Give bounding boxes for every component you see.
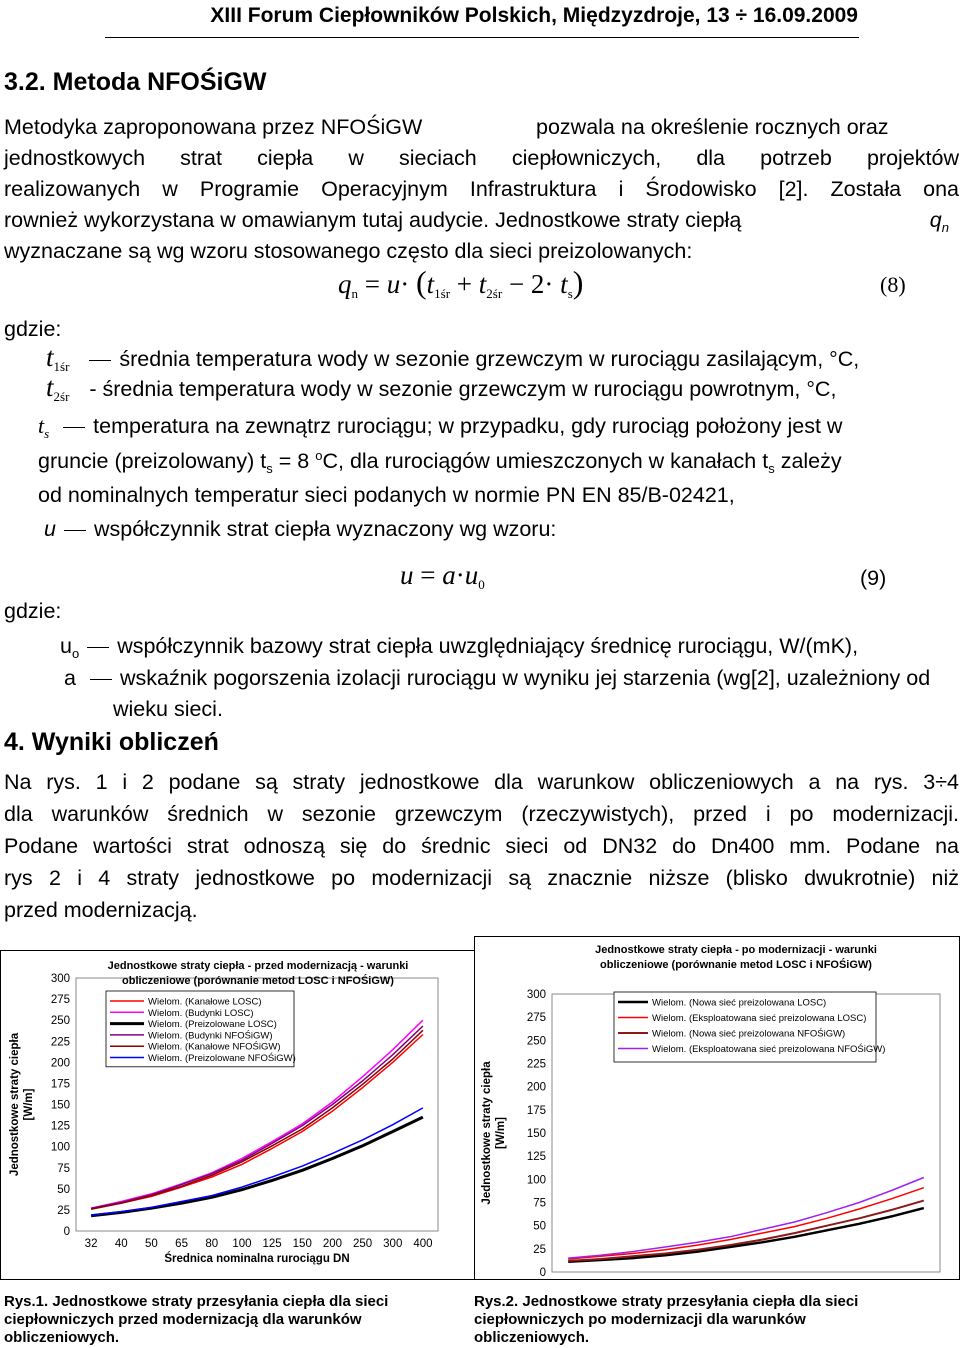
x-tick-label: 32 [84,1238,98,1250]
y-tick-label: 0 [539,1267,546,1279]
legend-label: Wielom. (Kanałowe NFOŚiGW) [148,1041,281,1053]
def-a [64,666,960,691]
para1-line1a: Metodyka zaproponowana przez NFOŚiGW [4,115,423,139]
x-tick-label [817,1279,836,1280]
legend-label: Wielom. (Budynki LOSC) [148,1007,254,1019]
header-rule [105,37,859,38]
figure-1-caption: Rys.1. Jednostkowe straty przesyłania ciepła dla sieci ciepłowniczych przed modernizacją dla warunków obliczeniowych. [4,1293,389,1346]
def-ts-3: od nominalnych temperatur sieci podanych w normie PN EN 85/B-02421, [38,483,735,507]
x-tick-label [720,1279,739,1280]
x-tick-label [626,1279,639,1280]
para2-line2: dla warunków średnich w sezonie grzewczym (rzeczywistych), przed i po modernizacji. [4,802,959,826]
dash [89,360,111,361]
y-axis-label: [W/m] [23,1088,35,1121]
x-tick-label: 150 [292,1238,312,1250]
y-tick-label: 125 [526,1151,546,1164]
chart-before-modernization [0,950,480,1280]
y-tick-label: 225 [526,1058,546,1071]
def-u [44,517,960,542]
ts-symbol: $t_s$ [38,413,50,441]
para1-line1 [4,115,959,140]
para2-line1: Na rys. 1 i 2 podane są straty jednostkowe dla warunkow obliczeniowych a na rys. 3÷4 [4,770,959,794]
x-tick-label [691,1279,704,1280]
formula-8: $q_n = u\cdot (t_{1śr} + t_{2śr} - 2\cdot t_s)$ [338,264,584,301]
legend-label: Wielom. (Nowa sieć preizolowana NFOŚiGW) [652,1028,846,1040]
equation-number-8: (8) [880,272,906,297]
y-tick-label: 150 [526,1128,546,1140]
y-tick-label: 75 [533,1197,546,1210]
legend-label: Wielom. (Eksploatowana sieć preizolowana NFOŚiGW) [652,1044,886,1055]
equation-number-9: (9) [860,566,887,590]
chart-title: obliczeniowe (porównanie metod LOSC i NFOŚiGW) [122,975,394,987]
para2-line5: przed modernizacją. [4,898,198,922]
figure-2-caption: Rys.2. Jednostkowe straty przesyłania ciepła dla sieci ciepłowniczych po modernizacji dla warunków obliczeniowych. [474,1293,859,1346]
y-tick-label: 25 [57,1204,70,1217]
y-tick-label: 75 [57,1162,70,1175]
x-tick-label [914,1279,933,1280]
x-tick-label [882,1279,901,1280]
t2sr-desc: - średnia temperatura wody w sezonie grzewczym w rurociągu powrotnym, °C, [89,377,837,401]
y-axis-label: Jednostkowe straty ciepła [9,1032,21,1177]
formula-9: $u = a\cdot u_0$ [400,560,485,592]
legend-label: Wielom. (Preizolowane LOSC) [148,1019,277,1031]
legend-label: Wielom. (Eksploatowana sieć preizolowana LOSC) [652,1013,867,1024]
dash [87,647,109,648]
y-tick-label: 50 [57,1183,70,1196]
legend-label: Wielom. (Nowa sieć preizolowana LOSC) [652,997,827,1009]
t1sr-desc: średnia temperatura wody w sezonie grzewczym w rurociągu zasilającym, °C, [119,347,860,371]
def-uo [60,634,960,661]
u-desc: współczynnik strat ciepła wyznaczony wg wzoru: [93,517,557,541]
y-tick-label: 150 [50,1099,70,1112]
x-tick-label: 40 [114,1238,128,1250]
y-tick-label: 25 [533,1243,546,1256]
x-tick-label: 100 [232,1238,252,1250]
para2-line3: Podane wartości strat odnoszą się do średnic sieci od DN32 do Dn400 mm. Podane na [4,834,959,858]
x-tick-label: 200 [322,1238,343,1250]
x-tick-label: 300 [383,1238,403,1250]
y-tick-label: 50 [533,1220,546,1233]
y-axis-label: Jednostkowe straty ciepła [481,1061,493,1205]
para1-line3: realizowanych w Programie Operacyjnym Infrastruktura i Środowisko [2]. Została ona [4,177,959,201]
para2-line4: rys 2 i 4 straty jednostkowe po modernizacji są znacznie niższe (blisko dwukrotnie) niż [4,866,959,890]
y-tick-label: 175 [50,1078,70,1091]
legend-label: Wielom. (Budynki NFOŚiGW) [148,1030,273,1042]
x-tick-label: 50 [145,1238,158,1250]
a-desc: wskaźnik pogorszenia izolacji rurociągu w wyniku jej starzenia (wg[2], uzależniony od [119,666,931,690]
y-tick-label: 100 [50,1141,70,1154]
a-symbol: a [64,666,76,690]
section-heading-3-2: 3.2. Metoda NFOŚiGW [4,68,267,96]
y-tick-label: 200 [526,1081,546,1094]
u-symbol: u [44,517,56,541]
ts-desc-1: temperatura na zewnątrz rurociągu; w przypadku, gdy rurociąg położony jest w [93,414,843,438]
chart-title: Jednostkowe straty ciepła - przed modernizacją - warunki [107,960,409,972]
y-tick-label: 250 [50,1015,70,1028]
x-tick-label [562,1279,575,1280]
para1-line4a: rownież wykorzystana w omawianym tutaj audycie. Jednostkowe straty ciepłą [4,208,742,232]
x-tick-label [850,1279,869,1280]
x-tick-label: 250 [352,1238,373,1250]
y-tick-label: 275 [50,994,70,1007]
uo-symbol: $u_o$ [60,634,80,661]
where-label-1: gdzie: [4,317,62,341]
x-tick-label [659,1279,672,1280]
x-axis-label: Średnica nominalna rurociągu DN [164,1253,350,1265]
def-a-2: wieku sieci. [113,697,223,721]
dash [63,427,85,428]
para1-line2: jednostkowych strat ciepła w sieciach ciepłowniczych, dla potrzeb projektów [4,146,959,170]
dash [64,530,86,531]
dash [90,679,112,680]
def-ts [38,413,958,442]
y-tick-label: 175 [526,1104,546,1117]
def-t2sr [46,372,960,405]
x-tick-label: 80 [205,1238,219,1250]
chart-frame [475,937,960,1280]
y-tick-label: 275 [526,1012,546,1025]
where-label-2: gdzie: [4,599,62,623]
x-tick-label: 125 [262,1238,282,1250]
legend-label: Wielom. (Preizolowane NFOŚiGW) [148,1053,296,1064]
qn-symbol: $q_n$ [929,208,949,235]
x-tick-label [785,1279,804,1280]
uo-desc: współczynnik bazowy strat ciepła uwzględniający średnicę rurociągu, W/(mK), [117,634,859,658]
x-tick-label [594,1279,607,1280]
y-tick-label: 300 [50,973,70,985]
y-tick-label: 250 [526,1035,546,1048]
y-axis-label: [W/m] [495,1117,507,1149]
chart-after-modernization [474,936,960,1280]
y-tick-label: 300 [526,989,546,1001]
x-tick-label: 400 [413,1238,433,1250]
y-tick-label: 125 [50,1120,70,1133]
y-tick-label: 200 [50,1057,70,1070]
x-tick-label [753,1279,772,1280]
x-tick-label: 65 [175,1238,188,1250]
page-header: XIII Forum Ciepłowników Polskich, Międzyzdroje, 13 ÷ 16.09.2009 [210,4,858,27]
legend-label: Wielom. (Kanałowe LOSC) [148,996,262,1008]
def-t1sr [46,342,960,375]
section-heading-4: 4. Wyniki obliczeń [4,728,219,756]
chart-title: Jednostkowe straty ciepła - po modernizacji - warunki [595,944,877,956]
t2sr-symbol: $t_{2śr}$ [46,372,70,404]
para1-line1b: pozwala na określenie rocznych oraz [536,115,889,139]
para1-line5: wyznaczane są wg wzoru stosowanego często dla sieci preizolowanych: [4,239,693,263]
chart-title: obliczeniowe (porównanie metod LOSC i NFOŚiGW) [600,959,872,971]
y-tick-label: 0 [63,1226,70,1238]
y-tick-label: 225 [50,1036,70,1049]
para1-line4 [4,208,959,233]
def-ts-2: gruncie (preizolowany) $t_s = 8$ $^o$C, dla rurociągów umieszczonych w kanałach $t_s$ zależy [38,448,842,477]
t1sr-symbol: $t_{1śr}$ [46,342,70,374]
y-tick-label: 100 [526,1174,546,1187]
